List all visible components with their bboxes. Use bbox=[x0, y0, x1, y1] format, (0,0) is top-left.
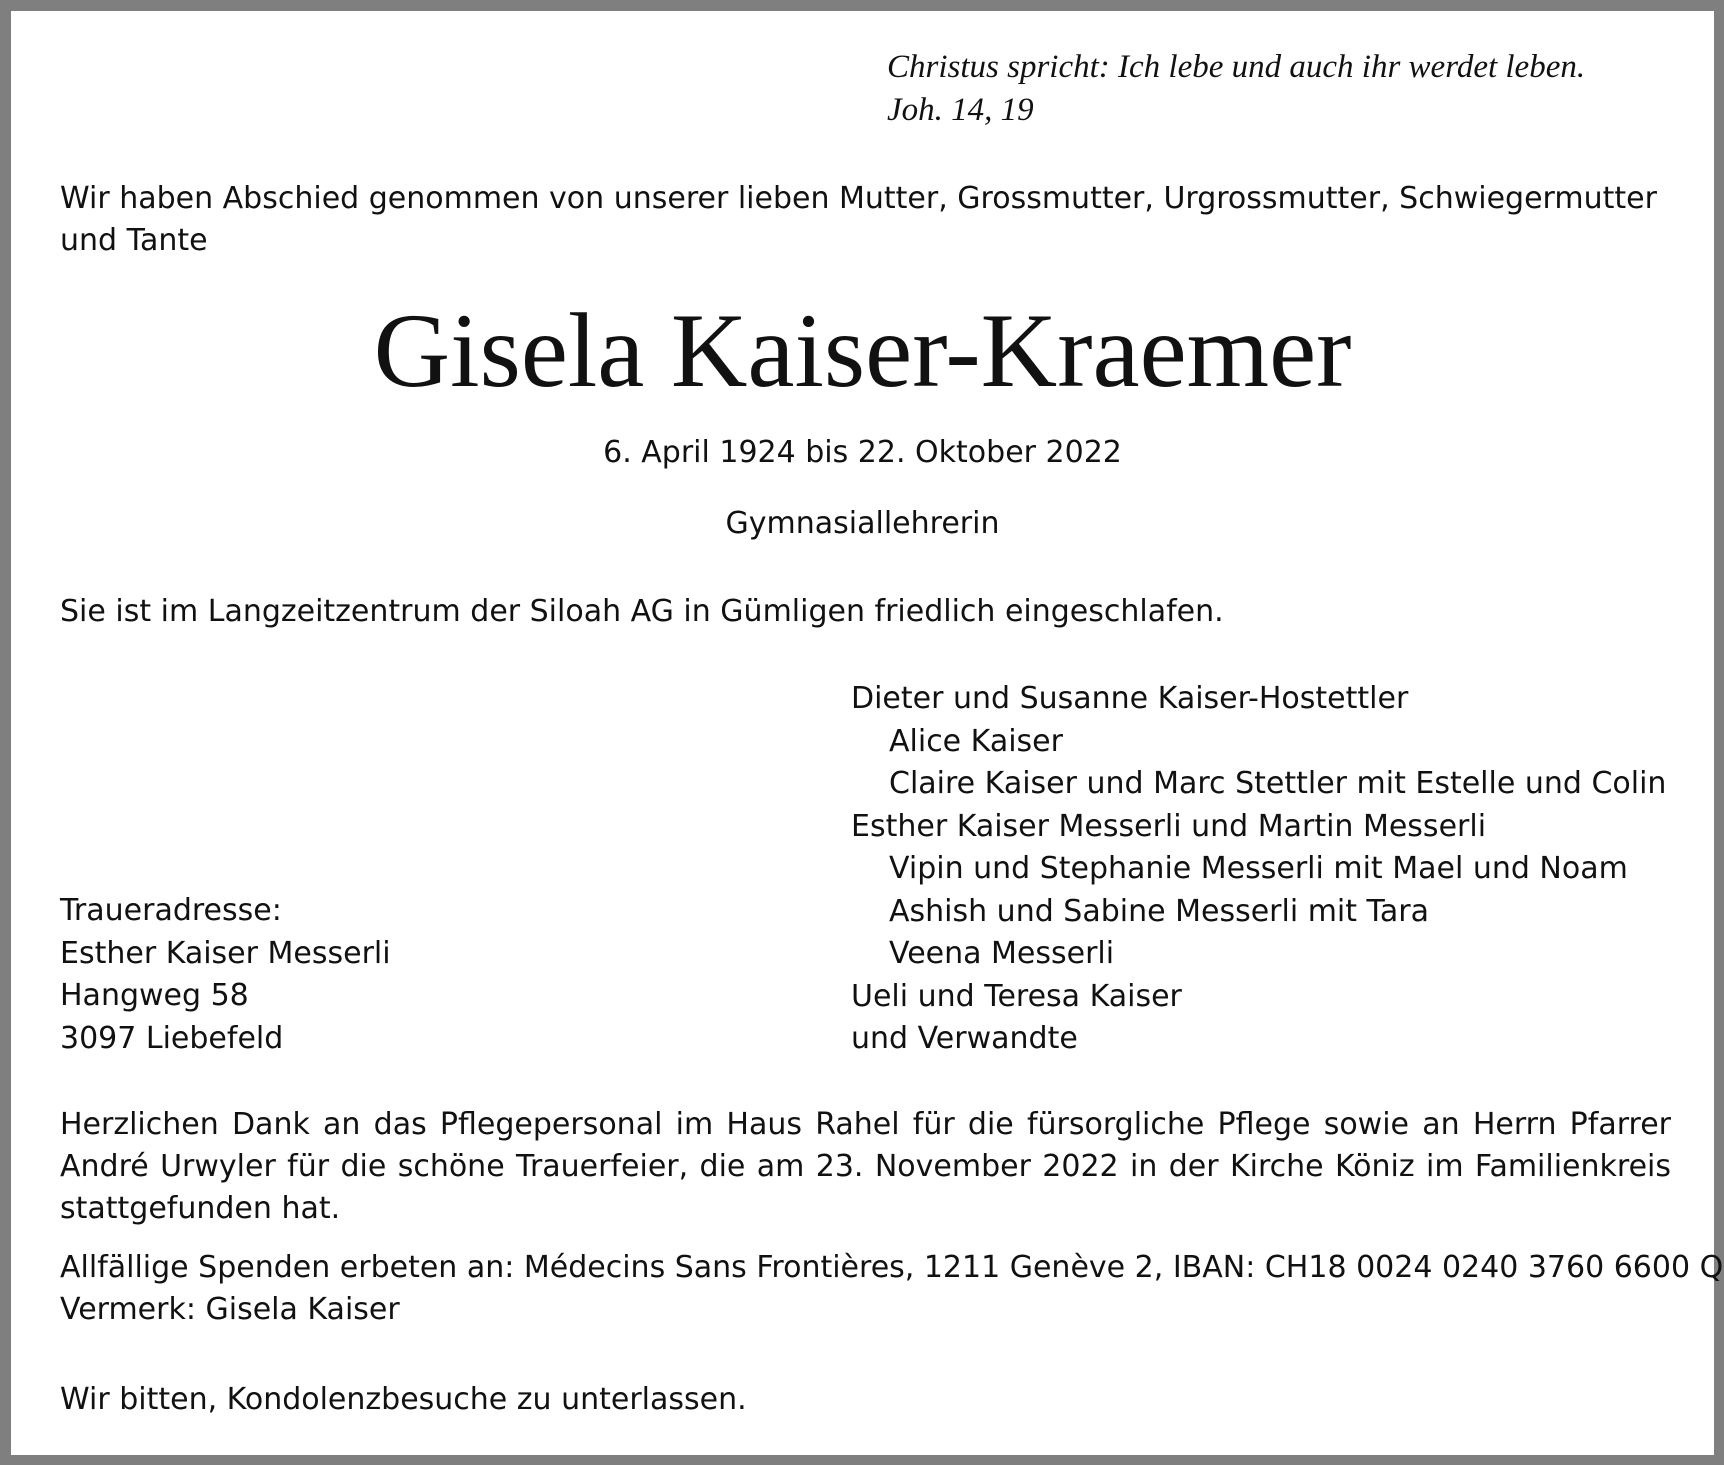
mourner-entry: Ashish und Sabine Messerli mit Tara bbox=[889, 893, 1430, 929]
thanks-text: Herzlichen Dank an das Pflegepersonal im Haus Rahel für die fürsorgliche Pflege sowie an Herrn Pfarrer André Urwyler für die schöne Trauerfeier, die am 23. November 2022 in der Kirche Köniz im Familienkreis stattgefunden hat. bbox=[60, 1107, 1671, 1226]
life-dates: 6. April 1924 bis 22. Oktober 2022 bbox=[603, 435, 1122, 470]
mourner-entry: Claire Kaiser und Marc Stettler mit Estelle und Colin bbox=[889, 766, 1667, 801]
mourning-address bbox=[60, 890, 391, 1060]
address-label: Traueradresse: bbox=[60, 893, 282, 928]
profession: Gymnasiallehrerin bbox=[725, 506, 1000, 541]
donation-details: Allfällige Spenden erbeten an: Médecins Sans Frontières, 1211 Genève 2, IBAN: CH18 0024 0240 3760 6600 Q bbox=[60, 1250, 1724, 1285]
mourner-entry: Vipin und Stephanie Messerli mit Mael und Noam bbox=[889, 851, 1628, 886]
mourner-entry: Ueli und Teresa Kaiser bbox=[851, 978, 1182, 1014]
mourner-entry: Alice Kaiser bbox=[889, 723, 1063, 759]
address-city: 3097 Liebefeld bbox=[60, 1020, 284, 1056]
intro-text: Wir haben Abschied genommen von unserer lieben Mutter, Grossmutter, Urgrossmutter, Schwiegermutter und Tante bbox=[60, 181, 1657, 258]
address-name: Esther Kaiser Messerli bbox=[60, 935, 391, 971]
condolence-request: Wir bitten, Kondolenzbesuche zu unterlassen. bbox=[60, 1382, 747, 1417]
mourner-entry: und Verwandte bbox=[851, 1021, 1078, 1056]
mourner-entry: Esther Kaiser Messerli und Martin Messerli bbox=[851, 808, 1487, 844]
donation-info bbox=[60, 1247, 1724, 1331]
bible-quote bbox=[887, 46, 1585, 132]
obituary-notice bbox=[11, 11, 1724, 1455]
bible-quote-text: Christus spricht: Ich lebe und auch ihr werdet leben. bbox=[887, 49, 1586, 85]
mourners-list bbox=[851, 678, 1666, 1061]
address-street: Hangweg 58 bbox=[60, 978, 249, 1013]
mourner-entry: Veena Messerli bbox=[889, 936, 1115, 971]
donation-note: Vermerk: Gisela Kaiser bbox=[60, 1292, 400, 1327]
deceased-name: Gisela Kaiser-Kraemer bbox=[373, 292, 1352, 409]
mourner-entry: Dieter und Susanne Kaiser-Hostettler bbox=[851, 681, 1409, 716]
bible-quote-reference: Joh. 14, 19 bbox=[887, 92, 1034, 128]
passing-text: Sie ist im Langzeitzentrum der Siloah AG in Gümligen friedlich eingeschlafen. bbox=[60, 594, 1224, 629]
